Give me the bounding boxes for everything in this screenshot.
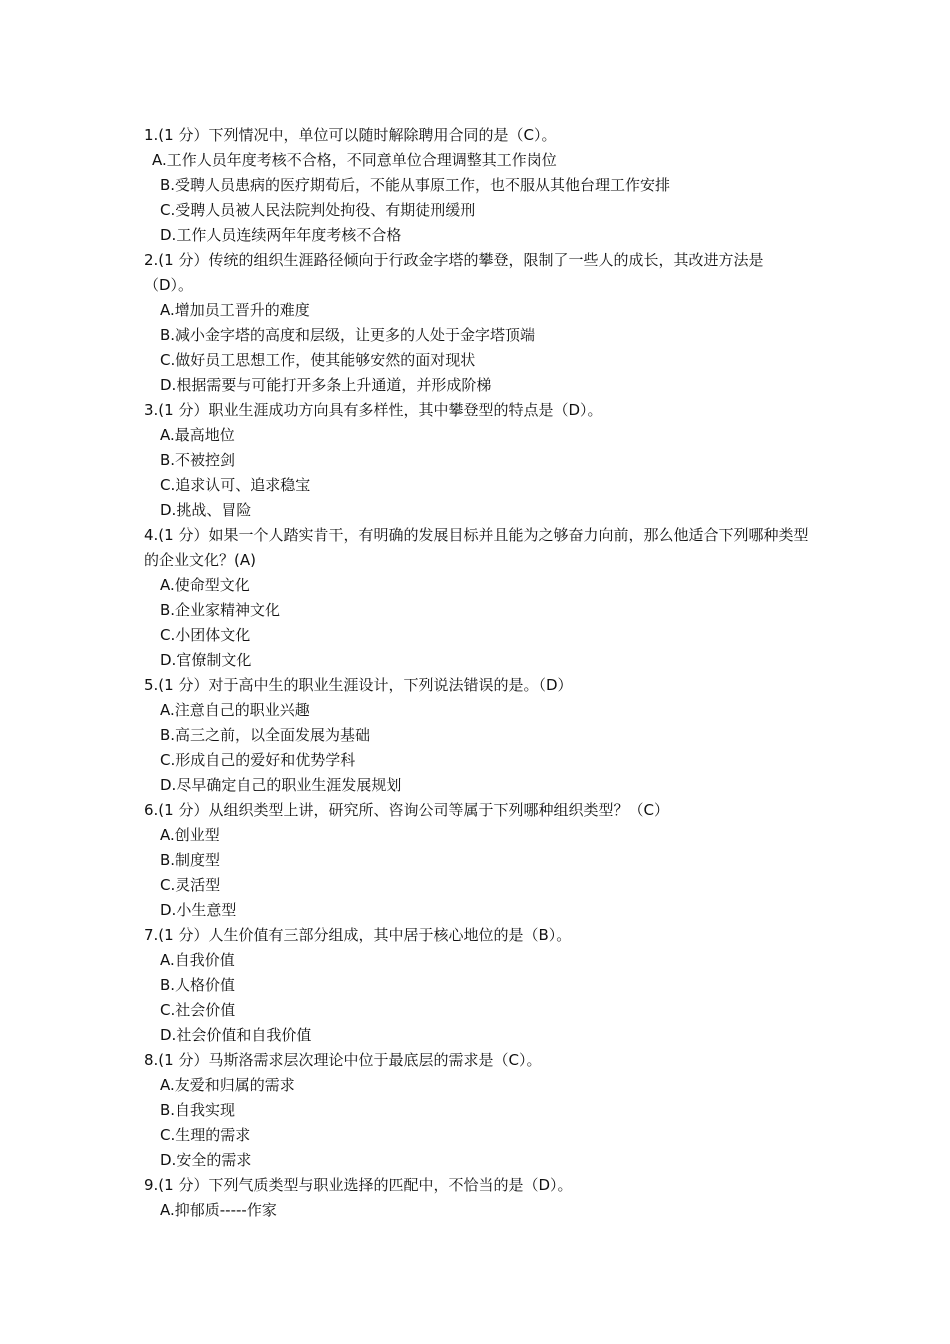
question-text: 3.(1 分）职业生涯成功方向具有多样性，其中攀登型的特点是（D）。 <box>144 401 603 419</box>
question-block <box>144 248 812 398</box>
question-text: 6.(1 分）从组织类型上讲，研究所、咨询公司等属于下列哪种组织类型？（C） <box>144 801 669 819</box>
answer-option: B.企业家精神文化 <box>160 601 281 619</box>
answer-option: C.灵活型 <box>160 876 221 894</box>
answer-option: C.受聘人员被人民法院判处拘役、有期徒刑缓刑 <box>160 201 476 219</box>
answer-option: A.抑郁质-----作家 <box>160 1201 277 1219</box>
answer-option: D.安全的需求 <box>160 1151 252 1169</box>
question-text: 2.(1 分）传统的组织生涯路径倾向于行政金字塔的攀登，限制了一些人的成长，其改进方法是（D）。 <box>144 251 764 294</box>
answer-option: D.官僚制文化 <box>160 651 252 669</box>
question-text: 5.(1 分）对于高中生的职业生涯设计，下列说法错误的是。（D） <box>144 676 573 694</box>
answer-option: C.小团体文化 <box>160 626 251 644</box>
question-text: 7.(1 分）人生价值有三部分组成，其中居于核心地位的是（B）。 <box>144 926 572 944</box>
answer-option: B.制度型 <box>160 851 221 869</box>
question-block <box>144 123 812 248</box>
answer-option: C.做好员工思想工作，使其能够安然的面对现状 <box>160 351 476 369</box>
answer-option: B.自我实现 <box>160 1101 236 1119</box>
answer-option: B.不被控剑 <box>160 451 236 469</box>
answer-option: C.形成自己的爱好和优势学科 <box>160 751 356 769</box>
answer-option: A.创业型 <box>160 826 220 844</box>
answer-option: D.工作人员连续两年年度考核不合格 <box>160 226 402 244</box>
question-text: 4.(1 分）如果一个人踏实肯干，有明确的发展目标并且能为之够奋力向前，那么他适合下列哪种类型的企业文化？(A) <box>144 526 809 569</box>
answer-option: B.人格价值 <box>160 976 236 994</box>
answer-option: D.挑战、冒险 <box>160 501 252 519</box>
question-block <box>144 398 812 523</box>
answer-option: B.高三之前，以全面发展为基础 <box>160 726 371 744</box>
question-block <box>144 523 812 673</box>
answer-option: A.友爱和归属的需求 <box>160 1076 295 1094</box>
question-text: 8.(1 分）马斯洛需求层次理论中位于最底层的需求是（C）。 <box>144 1051 542 1069</box>
question-text: 1.(1 分）下列情况中，单位可以随时解除聘用合同的是（C）。 <box>144 126 557 144</box>
question-block <box>144 1048 812 1173</box>
answer-option: D.小生意型 <box>160 901 237 919</box>
answer-option: A.增加员工晋升的难度 <box>160 301 310 319</box>
answer-option: A.自我价值 <box>160 951 235 969</box>
answer-option: B.减小金字塔的高度和层级，让更多的人处于金字塔顶端 <box>160 326 536 344</box>
question-block <box>144 1173 812 1223</box>
answer-option: C.生理的需求 <box>160 1126 251 1144</box>
question-block <box>144 673 812 798</box>
answer-option: D.社会价值和自我价值 <box>160 1026 312 1044</box>
answer-option: C.社会价值 <box>160 1001 236 1019</box>
answer-option: A.工作人员年度考核不合格，不同意单位合理调整其工作岗位 <box>152 151 557 169</box>
answer-option: D.根据需要与可能打开多条上升通道，并形成阶梯 <box>160 376 492 394</box>
answer-option: D.尽早确定自己的职业生涯发展规划 <box>160 776 402 794</box>
answer-option: B.受聘人员患病的医疗期荀后，不能从事原工作，也不服从其他台理工作安排 <box>160 176 671 194</box>
answer-option: A.注意自己的职业兴趣 <box>160 701 310 719</box>
question-text: 9.(1 分）下列气质类型与职业选择的匹配中，不恰当的是（D）。 <box>144 1176 573 1194</box>
question-list <box>144 123 812 1223</box>
answer-option: C.追求认可、追求稳宝 <box>160 476 311 494</box>
question-block <box>144 798 812 923</box>
question-block <box>144 923 812 1048</box>
answer-option: A.最高地位 <box>160 426 235 444</box>
answer-option: A.使命型文化 <box>160 576 250 594</box>
